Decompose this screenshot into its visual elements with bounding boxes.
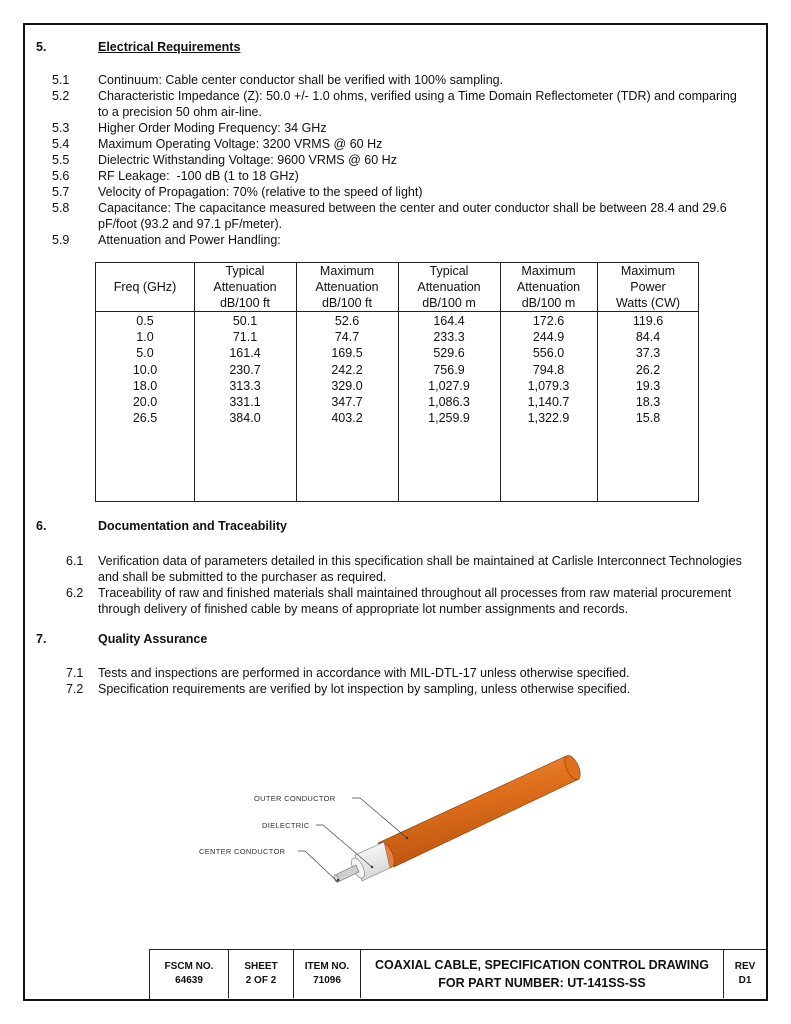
item-text-cont: pF/foot (93.2 and 97.1 pF/meter). [98,217,283,231]
table-cell: 756.9 [433,362,465,377]
table-cell: 1,086.3 [428,395,470,409]
item-text: Attenuation and Power Handling: [98,233,281,247]
table-cell: 164.4 [433,314,465,328]
item-number: 5.2 [52,89,70,103]
item-text: Maximum Operating Voltage: 3200 VRMS @ 60 Hz [98,137,383,151]
header-text: Maximum [620,264,676,278]
center-conductor-leader [298,851,338,882]
item-text-cont: through delivery of finished cable by means of appropriate lot number assignments and records. [98,602,629,616]
item-text: Traceability of raw and finished materials shall maintained throughout all processes from raw material procurement [98,586,732,600]
item-label: ITEM NO. [304,961,350,972]
item-number: 5.3 [52,121,70,135]
header-text: dB/100 ft [219,296,271,310]
rev-value: D1 [738,975,752,986]
table-cell: 233.3 [433,330,465,345]
table-cell: 1,322.9 [527,411,570,426]
header-text: Maximum [319,264,375,278]
drawing-title-line1: COAXIAL CABLE, SPECIFICATION CONTROL DRAWING [374,958,710,972]
item-text-cont: and shall be submitted to the purchaser as required. [98,570,387,584]
table-cell: 50.1 [232,314,258,328]
outer-conductor-leader [352,798,407,838]
drawing-title-cell [361,950,724,998]
item-number: 7.2 [66,682,84,696]
table-cell: 331.1 [229,395,261,409]
section-5-title: Electrical Requirements [98,40,241,54]
item-text: Specification requirements are verified by lot inspection by sampling, unless otherwise specified. [98,682,631,696]
section-6-title: Documentation and Traceability [98,519,287,533]
rev-cell [724,950,766,998]
table-cell: 556.0 [532,346,565,361]
title-block [149,949,766,999]
table-cell: 0.5 [136,314,154,328]
table-cell: 1,140.7 [527,395,570,409]
item-cell [294,950,361,998]
table-cell: 329.0 [331,378,363,393]
item-number: 6.1 [66,554,84,568]
item-text: Higher Order Moding Frequency: 34 GHz [98,121,327,135]
item-text: Characteristic Impedance (Z): 50.0 +/- 1.0 ohms, verified using a Time Domain Reflectometer (TDR) and comparing [98,89,737,103]
header-text: dB/100 ft [321,296,373,310]
table-cell: 20.0 [132,395,158,409]
header-text: Typical [429,264,469,278]
header-text: Attenuation [417,280,481,294]
table-cell: 794.8 [532,362,565,377]
item-text: Capacitance: The capacitance measured between the center and outer conductor shall be between 28.4 and 29.6 [98,201,727,215]
table-cell: 384.0 [229,411,261,426]
item-number: 7.1 [66,666,84,680]
item-number: 6.2 [66,586,84,600]
item-text: Continuum: Cable center conductor shall be verified with 100% sampling. [98,73,504,87]
table-cell: 161.4 [229,346,261,361]
sheet-label: SHEET [244,961,278,972]
header-text: Watts (CW) [615,296,681,310]
table-cell: 52.6 [334,314,360,328]
table-cell: 1,079.3 [527,378,570,393]
table-cell: 347.7 [331,395,363,409]
item-text: Dielectric Withstanding Voltage: 9600 VRMS @ 60 Hz [98,153,397,167]
table-cell: 15.8 [635,411,661,426]
table-cell: 18.0 [132,378,158,393]
table-cell: 244.9 [532,330,565,345]
table-cell: 10.0 [132,362,158,377]
callout-dielectric: DIELECTRIC [262,821,310,830]
table-cell: 1,027.9 [428,378,470,393]
table-cell: 19.3 [635,378,661,393]
callout-outer-conductor: OUTER CONDUCTOR [254,794,336,803]
table-cell: 230.7 [229,362,261,377]
table-cell: 242.2 [331,362,363,377]
table-cell: 26.2 [635,362,661,377]
table-cell: 5.0 [136,346,154,361]
header-text: Freq (GHz) [113,280,177,294]
header-text: Attenuation [213,280,277,294]
item-number: 5.5 [52,153,70,167]
item-number: 5.1 [52,73,70,87]
section-7-title: Quality Assurance [98,632,208,646]
sheet-cell [229,950,294,998]
rev-label: REV [734,961,756,972]
table-cell: 1,259.9 [428,411,470,426]
sheet-value: 2 OF 2 [245,975,277,986]
section-5-number: 5. [36,40,47,54]
item-text-cont: to a precision 50 ohm air-line. [98,105,262,119]
table-cell: 313.3 [229,378,261,393]
item-number: 5.9 [52,233,70,247]
item-value: 71096 [313,975,341,986]
section-6-number: 6. [36,519,47,533]
table-cell: 169.5 [331,346,363,361]
header-text: Attenuation [315,280,379,294]
table-cell: 172.6 [532,314,565,328]
item-number: 5.8 [52,201,70,215]
item-text: Velocity of Propagation: 70% (relative to the speed of light) [98,185,423,199]
header-text: Maximum [521,264,576,278]
callout-center-conductor: CENTER CONDUCTOR [199,847,286,856]
header-text: Typical [225,264,265,278]
table-cell: 26.5 [132,411,158,426]
table-cell: 71.1 [232,330,258,345]
item-text: RF Leakage: -100 dB (1 to 18 GHz) [98,169,299,183]
item-number: 5.7 [52,185,70,199]
table-cell: 74.7 [334,330,360,345]
item-number: 5.6 [52,169,70,183]
table-cell: 37.3 [635,346,661,361]
table-cell: 1.0 [136,330,154,345]
header-text: Attenuation [516,280,581,294]
header-text: Power [630,280,666,294]
header-text: dB/100 m [422,296,476,310]
table-cell: 18.3 [635,395,661,409]
fscm-value: 64639 [175,975,203,986]
header-text: dB/100 m [521,296,576,310]
item-text: Tests and inspections are performed in accordance with MIL-DTL-17 unless otherwise specified. [98,666,630,680]
item-text: Verification data of parameters detailed in this specification shall be maintained at Carlisle Interconnect Technologies [98,554,742,568]
table-cell: 403.2 [331,411,363,426]
fscm-label: FSCM NO. [164,961,214,972]
item-number: 5.4 [52,137,70,151]
dielectric-shape [349,842,390,881]
outer-conductor-shape [374,753,583,870]
table-cell: 119.6 [632,314,664,328]
table-cell: 529.6 [433,346,465,361]
drawing-title-line2: FOR PART NUMBER: UT-141SS-SS [438,976,646,990]
table-cell: 84.4 [635,330,661,345]
fscm-cell [150,950,229,998]
section-7-number: 7. [36,632,47,646]
